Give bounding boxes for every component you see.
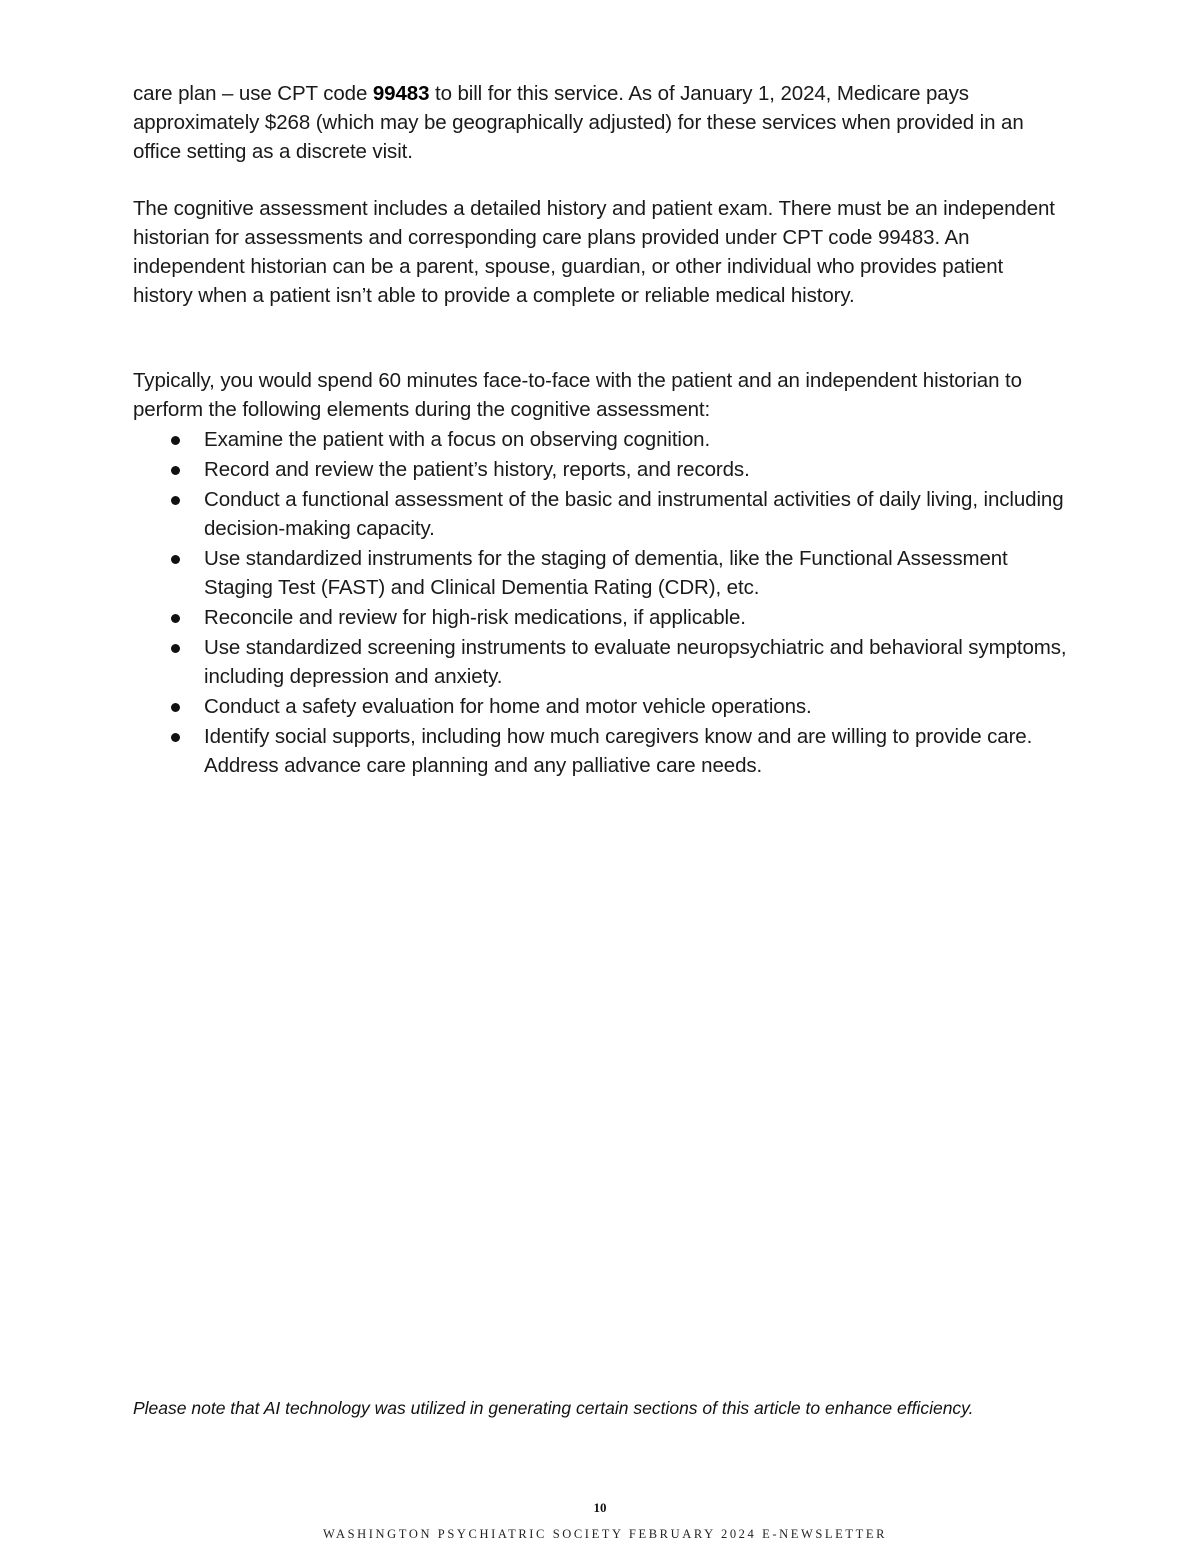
bullet-icon xyxy=(171,496,180,505)
newsletter-footer: WASHINGTON PSYCHIATRIC SOCIETY FEBRUARY 2024 E-NEWSLETTER xyxy=(322,1527,888,1541)
list-item-text: Use standardized instruments for the staging of dementia, like the Functional Assessment Staging Test (FAST) and Clinical Dementia Rating (CDR), etc. xyxy=(204,547,1008,599)
list-item xyxy=(133,455,1068,484)
page-number: 10 xyxy=(593,1500,607,1515)
paragraph-cognitive-assessment: The cognitive assessment includes a detailed history and patient exam. There must be an independent historian for assessments and corresponding care plans provided under CPT code 99483. An independent historian can be a parent, spouse, guardian, or other individual who provides patient history when a patient isn’t able to provide a complete or reliable medical history. xyxy=(133,197,1055,307)
paragraph-assessment-elements-intro: Typically, you would spend 60 minutes face-to-face with the patient and an independent historian to perform the following elements during the cognitive assessment: xyxy=(133,369,1022,421)
list-item-text: Use standardized screening instruments to evaluate neuropsychiatric and behavioral symptoms, including depression and anxiety. xyxy=(204,636,1067,688)
paragraph-cpt-billing-lead: care plan – use CPT code xyxy=(133,82,373,105)
list-item-text: Conduct a safety evaluation for home and motor vehicle operations. xyxy=(204,695,812,718)
list-item xyxy=(133,722,1068,780)
bullet-icon xyxy=(171,466,180,475)
list-item-text: Conduct a functional assessment of the basic and instrumental activities of daily living, including decision-making capacity. xyxy=(204,488,1064,540)
bullet-icon xyxy=(171,644,180,653)
list-item-text: Examine the patient with a focus on observing cognition. xyxy=(204,428,711,451)
ai-disclaimer-note: Please note that AI technology was utilized in generating certain sections of this article to enhance efficiency. xyxy=(133,1398,974,1418)
cpt-code: 99483 xyxy=(372,82,430,105)
list-item xyxy=(133,425,1068,454)
list-item-text: Record and review the patient’s history, reports, and records. xyxy=(204,458,750,481)
list-item xyxy=(133,485,1068,543)
bullet-icon xyxy=(171,555,180,564)
list-item xyxy=(133,692,1068,721)
paragraph-cpt-billing-rest: to bill for this service. As of January 1, 2024, Medicare pays approximately $268 (which may be geographically adjusted) for these services when provided in an office setting as a discrete visit. xyxy=(133,82,1024,163)
list-item xyxy=(133,633,1068,691)
list-item xyxy=(133,544,1068,602)
bullet-icon xyxy=(171,733,180,742)
bullet-icon xyxy=(171,703,180,712)
bullet-icon xyxy=(171,436,180,445)
bullet-icon xyxy=(171,614,180,623)
list-item xyxy=(133,603,1068,632)
assessment-elements-list xyxy=(133,425,1068,781)
paragraph-cpt-billing xyxy=(133,79,1068,166)
list-item-text: Identify social supports, including how much caregivers know and are willing to provide care. Address advance care planning and any palliative care needs. xyxy=(204,725,1033,777)
list-item-text: Reconcile and review for high-risk medications, if applicable. xyxy=(204,606,746,629)
